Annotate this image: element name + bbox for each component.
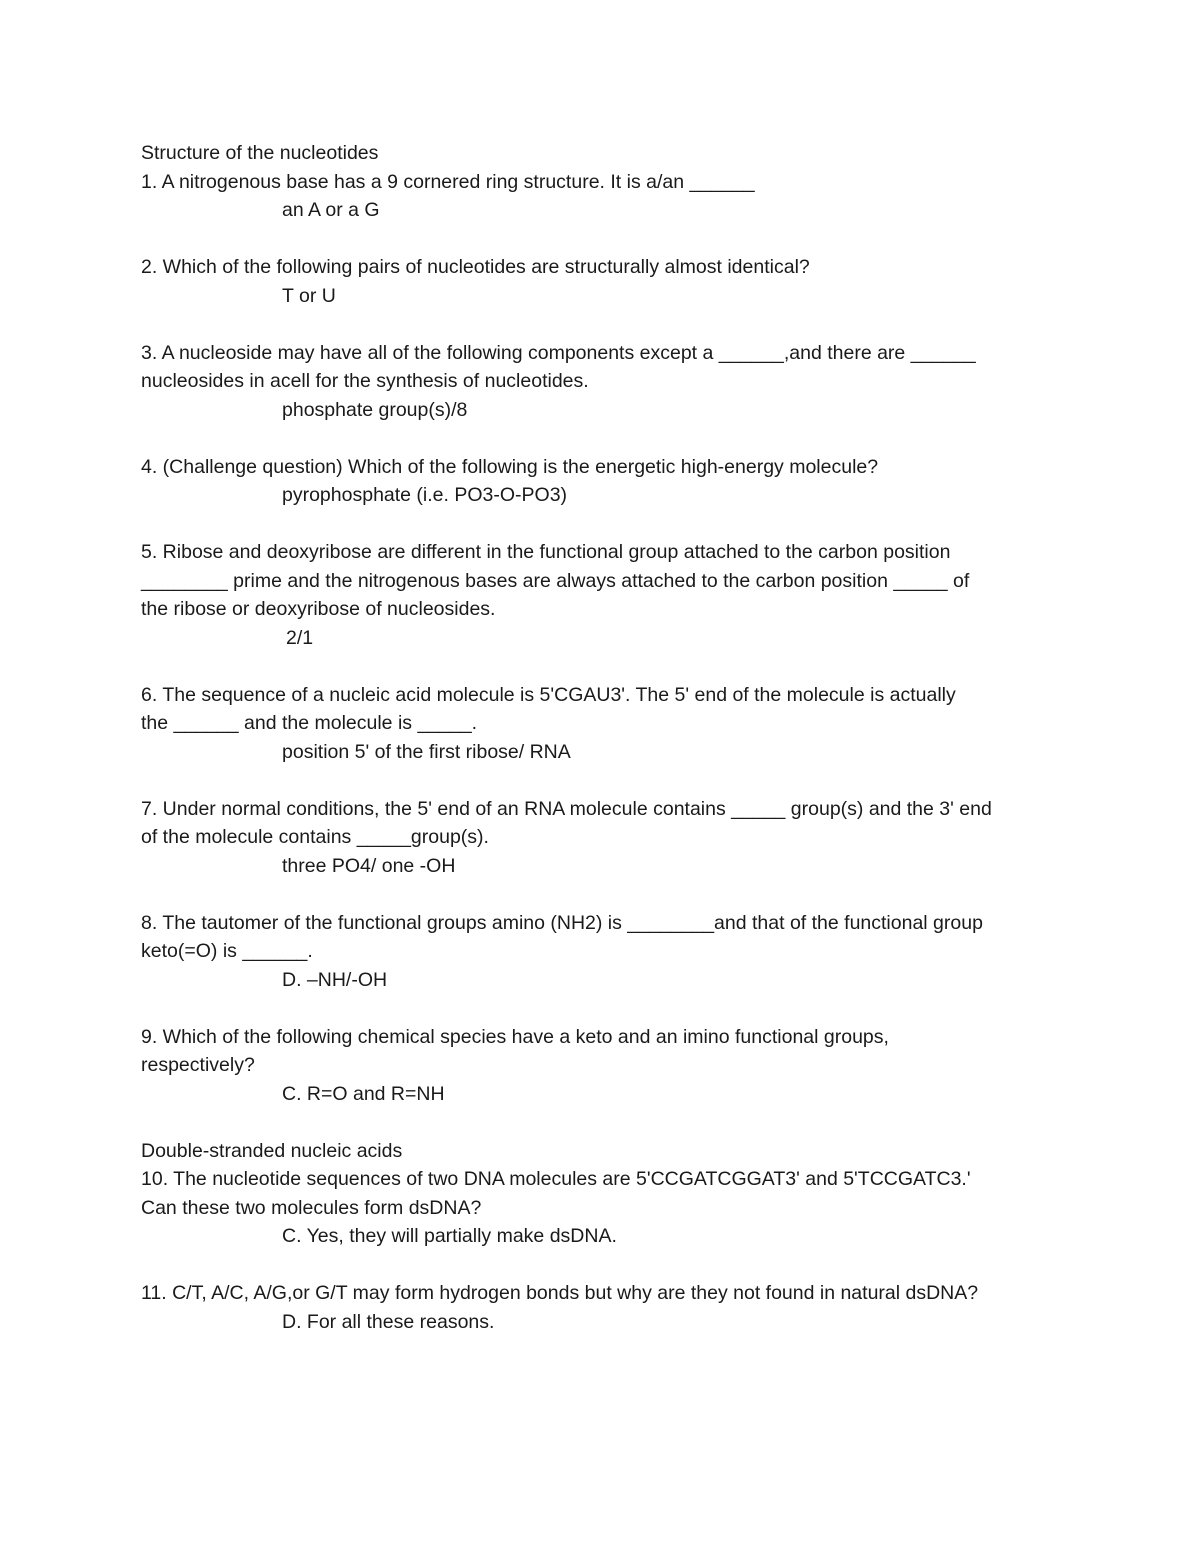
question-text: 4. (Challenge question) Which of the following is the energetic high-energy molecule?	[141, 455, 879, 478]
question-text: 7. Under normal conditions, the 5' end of an RNA molecule contains _____ group(s) and the 3' end	[141, 797, 992, 820]
question-9	[141, 1023, 1101, 1109]
answer-text: 2/1	[286, 626, 314, 649]
section-title: Double-stranded nucleic acids	[141, 1139, 403, 1162]
answer-text: D. –NH/-OH	[282, 968, 388, 991]
question-text: ________ prime and the nitrogenous bases are always attached to the carbon position _____ of	[141, 569, 970, 592]
question-8	[141, 909, 1101, 995]
question-text: 8. The tautomer of the functional groups amino (NH2) is ________and that of the functional group	[141, 911, 983, 934]
question-6	[141, 681, 1101, 767]
question-3	[141, 339, 1101, 425]
answer-text: position 5' of the first ribose/ RNA	[282, 740, 571, 763]
question-text: 11. C/T, A/C, A/G,or G/T may form hydrogen bonds but why are they not found in natural dsDNA?	[141, 1282, 979, 1304]
section-title: Structure of the nucleotides	[141, 142, 379, 164]
question-text: 6. The sequence of a nucleic acid molecule is 5'CGAU3'. The 5' end of the molecule is actually	[141, 683, 956, 706]
answer-text: phosphate group(s)/8	[282, 398, 468, 421]
question-text: nucleosides in acell for the synthesis of nucleotides.	[141, 370, 589, 392]
question-text: 2. Which of the following pairs of nucleotides are structurally almost identical?	[141, 256, 810, 278]
question-text: the ribose or deoxyribose of nucleosides.	[141, 598, 496, 620]
question-text: keto(=O) is ______.	[141, 940, 313, 962]
question-1	[141, 168, 1101, 225]
answer-text: pyrophosphate (i.e. PO3-O-PO3)	[282, 484, 568, 506]
question-text: 3. A nucleoside may have all of the following components except a ______,and there are ______	[141, 341, 976, 364]
question-text: 9. Which of the following chemical species have a keto and an imino functional groups,	[141, 1025, 889, 1048]
question-10	[141, 1165, 1101, 1251]
question-4	[141, 453, 1101, 510]
question-7	[141, 795, 1101, 881]
answer-text: three PO4/ one -OH	[282, 854, 456, 877]
answer-text: C. Yes, they will partially make dsDNA.	[282, 1225, 617, 1247]
question-text: 1. A nitrogenous base has a 9 cornered ring structure. It is a/an ______	[141, 170, 755, 193]
question-text: of the molecule contains _____group(s).	[141, 826, 489, 848]
question-text: respectively?	[141, 1054, 255, 1076]
answer-text: C. R=O and R=NH	[282, 1082, 445, 1105]
question-5	[141, 538, 1101, 652]
answer-text: an A or a G	[282, 199, 380, 221]
answer-text: D. For all these reasons.	[282, 1310, 495, 1333]
document-page	[141, 139, 1101, 1336]
question-2	[141, 253, 1101, 310]
question-text: the ______ and the molecule is _____.	[141, 712, 478, 734]
question-text: Can these two molecules form dsDNA?	[141, 1196, 482, 1219]
answer-text: T or U	[282, 284, 336, 307]
question-text: 5. Ribose and deoxyribose are different in the functional group attached to the carbon position	[141, 541, 951, 563]
question-11	[141, 1279, 1101, 1336]
question-text: 10. The nucleotide sequences of two DNA molecules are 5'CCGATCGGAT3' and 5'TCCGATC3.'	[141, 1168, 971, 1190]
